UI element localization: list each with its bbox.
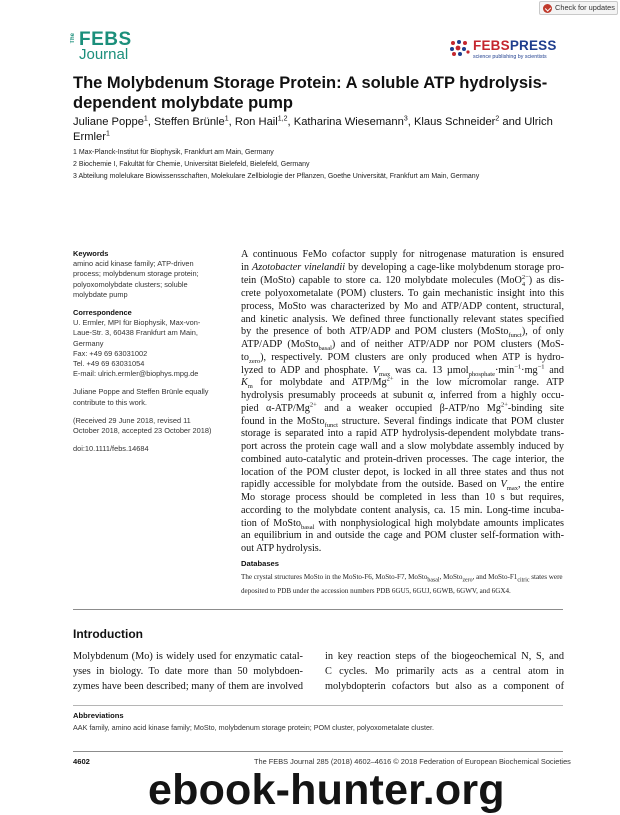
- abbreviations-section: [73, 711, 563, 732]
- abstract-line: and kinetic analysis. We defined three functionally relevant states specified: [241, 313, 564, 325]
- abstract-line: process, MoSto was characterized by Mo and ATP/ADP content, structural,: [241, 300, 564, 312]
- affiliation-2: 2 Biochemie I, Fakultät für Chemie, Universität Bielefeld, Bielefeld, Germany: [73, 161, 310, 168]
- journal-citation-footer: The FEBS Journal 285 (2018) 4602–4616 © 2018 Federation of European Biochemical Societies: [254, 757, 571, 766]
- febs-press-dots-icon: [449, 39, 471, 57]
- febs-press-tagline: science publishing by scientists: [473, 54, 547, 60]
- introduction-heading: Introduction: [73, 627, 143, 641]
- doi-link[interactable]: doi:10.1111/febs.14684: [73, 444, 149, 454]
- author-name: Ulrich Ermler$^1$: [73, 116, 553, 143]
- abbreviations-text: AAK family, amino acid kinase family; MoSto, molybdenum storage protein; POM cluster, polyoxometalate cluster.: [73, 723, 434, 732]
- correspondence-block-line: U. Ermler, MPI für Biophysik, Max-von-: [73, 318, 201, 328]
- febs-press-name: FEBSPRESS: [473, 38, 557, 53]
- correspondence-block: [73, 318, 233, 379]
- article-sidebar: [73, 249, 233, 454]
- introduction-column-left: [73, 649, 303, 695]
- journal-logo-the: The: [70, 33, 76, 44]
- databases-section: [241, 559, 564, 596]
- affiliation-3: 3 Abteilung molelukare Biowissensschaften, Molekulare Zellbiologie der Pflanzen, Goethe Universität, Frankfurt am Main, Germany: [73, 173, 480, 180]
- abstract-line: lyzed to ADP and phosphate. $V_{max}$ was ca. 13 $\mu mol_{phosphate}\cdot\min^{-1}\cdot mg^{-1}$ and: [241, 363, 564, 378]
- journal-logo-sub: Journal: [79, 46, 129, 63]
- abstract-line: port across the protein cage wall and a slow molybdate assembly induced by: [241, 441, 564, 452]
- abstract-line: in Azotobacter vinelandii by developing a cage-like molybdenum storage pro-: [241, 261, 564, 273]
- abbreviations-heading: Abbreviations: [73, 711, 124, 720]
- affiliation-1: 1 Max-Planck-Institut für Biophysik, Frankfurt am Main, Germany: [73, 149, 274, 156]
- section-divider-top: [73, 609, 563, 610]
- correspondence-block-line: Germany: [73, 338, 104, 348]
- abstract-line: combined auto-catalytic and protein-driven processes. The cage interior, the: [241, 453, 564, 465]
- introduction-line: in key reaction steps of the biogeochemical N, S, and: [325, 651, 564, 662]
- affiliation-list: [73, 147, 573, 183]
- update-badge-icon: [543, 4, 552, 13]
- check-for-updates-button[interactable]: [539, 1, 618, 15]
- keywords-heading: Keywords: [73, 249, 109, 258]
- author-name: Ron Hail$^{1,2}$: [234, 115, 288, 128]
- abstract-line: A continuous FeMo cofactor supply for nitrogenase maturation is ensured: [241, 249, 564, 260]
- abstract-line: storage is separated into a rapid ATP hydrolysis-dependent molybdate trans-: [241, 428, 564, 440]
- author-name: Steffen Brünle$^1$: [154, 115, 229, 128]
- abstract-line: by the presence of both ATP/ADP and POM clusters (MoSto$_{funct}$), of only: [241, 326, 564, 340]
- abstract-text: [241, 249, 564, 556]
- correspondence-block-line: E-mail: ulrich.ermler@biophys.mpg.de: [73, 369, 199, 379]
- keywords-list: [73, 259, 233, 300]
- contribution-note-line: Juliane Poppe and Steffen Brünle equally: [73, 387, 209, 397]
- abstract-line: pied $\alpha-ATP/Mg^{2+}$ and a weaker occupied β-ATP/no $Mg^{2+}$-binding site: [241, 401, 565, 414]
- page-number: 4602: [73, 757, 90, 766]
- abstract-line: hydrolysis presumably proceeds at subunit α, inferred from a highly occu-: [241, 390, 564, 401]
- contribution-note: [73, 387, 233, 407]
- correspondence-block-line: Tel. +49 69 63031054: [73, 359, 145, 369]
- footer-divider: [73, 751, 563, 752]
- databases-heading: Databases: [241, 559, 279, 568]
- received-dates-line: (Received 29 June 2018, revised 11: [73, 415, 191, 425]
- article-title: The Molybdenum Storage Protein: A soluble ATP hydrolysis-dependent molybdate pump: [73, 74, 548, 112]
- correspondence-block-line: Fax: +49 69 63031002: [73, 348, 148, 358]
- keywords-list-line: process; molybdenum storage protein;: [73, 269, 199, 279]
- febs-press-logo: [449, 37, 559, 65]
- introduction-line: C cycles. Mo primarily acts as a central atom in: [325, 666, 564, 678]
- introduction-line: Molybdenum (Mo) is widely used for enzymatic catal-: [73, 651, 303, 662]
- watermark-text: ebook-hunter.org: [148, 766, 505, 814]
- author-name: Juliane Poppe$^1$: [73, 115, 148, 128]
- introduction-column-right: [325, 649, 564, 695]
- introduction-line: yses in biology. To date more than 50 molybdoen-: [73, 666, 303, 678]
- abstract-line: found in the MoSto$_{funct}$ structure. Several findings indicate that POM cluster: [241, 415, 564, 429]
- introduction-line: zymes have been described; many of them are involved: [73, 681, 303, 693]
- abstract-line: rapidly accessible for molybdate from the outside. Based on $V_{max}$, the entire: [241, 479, 564, 493]
- abstract-line: according to the molybdate content analysis, ca. 15 min. Long-time incuba-: [241, 504, 564, 516]
- abbreviations-divider: [73, 705, 563, 706]
- received-dates-line: October 2018, accepted 23 October 2018): [73, 426, 212, 436]
- journal-logo-name: FEBS: [79, 29, 132, 50]
- databases-text: The crystal structures MoSto in the MoSto-F6, MoSto-F7, MoSto$_{basal}$, MoSto$_{zero}$, and MoSto-$F1_{citric}$ states were deposited to PDB under the accession numbers PDB 6GU5, 6GUJ, 6GWB, 6GWV, and 6GX4.: [241, 573, 563, 595]
- abstract-line: $K_m$ for molybdate and ATP/$Mg^{2+}$ in the low micromolar range. ATP: [241, 375, 564, 391]
- abstract-line: ATP/ADP (MoSto$_{basal}$) and of neither ATP/ADP nor POM clusters (MoS-: [241, 339, 565, 353]
- febs-journal-logo: [70, 30, 150, 64]
- abstract-line: Mo storage process should be completed in less than 10 s but requires,: [241, 492, 564, 503]
- abstract-line: an equilibrium in and outside the cage and POM cluster self-formation with-: [241, 530, 564, 542]
- author-name: Katharina Wiesemann$^3$: [293, 115, 408, 128]
- keywords-list-line: polyoxomolybdate clusters; soluble: [73, 279, 188, 289]
- correspondence-heading: Correspondence: [73, 308, 132, 318]
- contribution-note-line: contribute to this work.: [73, 397, 147, 407]
- introduction-line: molybdopterin cofactors but also as a component of: [325, 681, 564, 693]
- abstract-line: tion of MoSto$_{basal}$ with nonphysiological high molybdate amounts implicates: [241, 517, 565, 531]
- received-dates: [73, 416, 233, 436]
- abstract-line: tein (MoSto) capable to store ca. 120 molybdate molecules (MoO 2− 4 ) as dis-: [241, 274, 564, 288]
- author-name: Klaus Schneider$^2$: [413, 115, 500, 128]
- abstract-line: out ATP hydrolysis.: [241, 543, 322, 554]
- abstract-line: location of the POM cluster depot, is locked in all three states and thus not: [241, 466, 564, 478]
- keywords-list-line: molybdate pump: [73, 289, 128, 299]
- correspondence-block-line: Laue-Str. 3, 60438 Frankfurt am Main,: [73, 328, 198, 338]
- keywords-list-line: amino acid kinase family; ATP-driven: [73, 259, 194, 269]
- check-for-updates-label: Check for updates: [555, 3, 615, 12]
- author-list: Juliane Poppe$^1$, Steffen Brünle$^1$, Ron Hail$^{1,2}$, Katharina Wiesemann$^3$, Klaus Schneider$^2$ and Ulrich Ermler$^1$: [73, 115, 553, 143]
- abstract-line: $to_{zero}$), respectively. POM clusters are only produced when ATP is hydro-: [241, 351, 564, 365]
- abstract-line: crete polyoxometalate (POM) clusters. To gain mechanistic insight into this: [241, 288, 564, 299]
